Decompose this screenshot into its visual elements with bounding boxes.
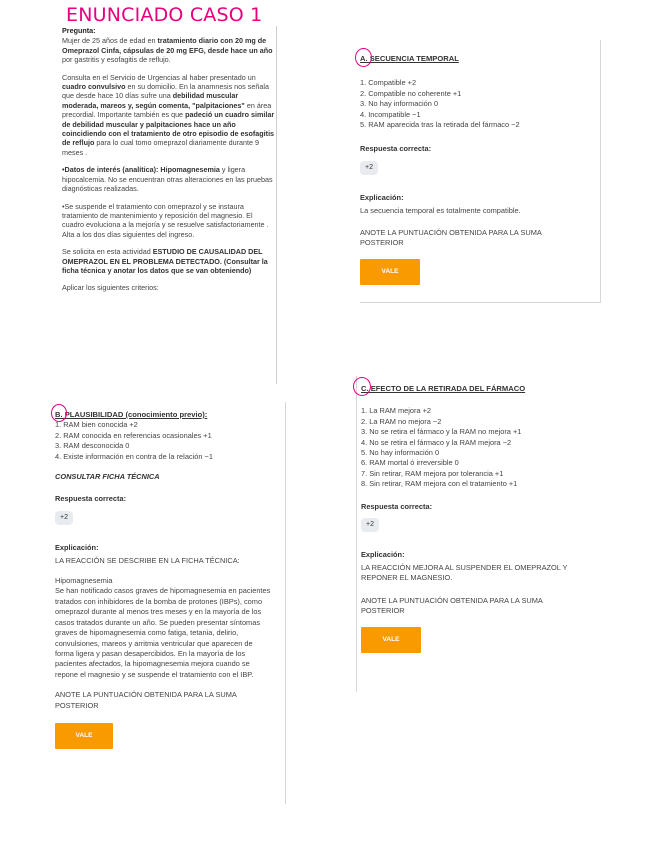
- question-paragraph-4: [62, 202, 276, 240]
- bold-text: debilidad muscular moderada, mareos y, según comenta, "palpitaciones": [62, 91, 245, 110]
- card-c-explanation-label: Explicación:: [361, 550, 405, 560]
- bold-text: •Datos de interés (analítica):: [62, 165, 161, 175]
- card-b-letter: B: [55, 410, 61, 419]
- text: •Se suspende el tratamiento con omeprazol y se instaura tratamiento de mantenimiento y reposición del magnesio. El cuadro evoluciona a la mejoría y se resuelve satisfactoriamente . Alta a los dos días siguientes del ingreso.: [62, 201, 269, 239]
- card-b-explanation-body: Se han notificado casos graves de hipomagnesemia en pacientes tratados con inhibidores de la bomba de protones (IBPs), como omeprazol durante al menos tres meses y en la mayoría de los casos tratados durante un año. Se pueden presentar síntomas graves de hipomagnesemia como fatiga, tetania, delirio, convulsiones, mareos y arritmia ventricular que aparecen de forma ligera y pasan desapercibidos. En la mayoría de los pacientes afectados, la hipomagnesemia mejora cuando se repone el magnesio y se suspende el tratamiento con el IBP.: [55, 586, 271, 679]
- card-a-answer-badge: +2: [360, 161, 378, 175]
- document-title: ENUNCIADO CASO 1: [66, 4, 263, 26]
- text: Mujer de 25 años de edad en: [62, 36, 158, 46]
- hand-drawn-circle: [353, 377, 371, 396]
- card-b-explanation: LA REACCIÓN SE DESCRIBE EN LA FICHA TÉCNICA:: [55, 555, 240, 565]
- question-paragraph-2: [62, 73, 276, 158]
- text: en su domicilio. En la anamnesis nos señala que desde hace 10 días sufre una: [62, 82, 269, 101]
- question-paragraph-6: Aplicar los siguientes criterios:: [62, 283, 159, 293]
- card-b-note: ANOTE LA PUNTUACIÓN OBTENIDA PARA LA SUMA POSTERIOR: [55, 690, 237, 710]
- list-item: 3. No hay información 0: [360, 99, 439, 109]
- text: por gastritis y esofagitis de reflujo.: [62, 55, 171, 65]
- list-item: 1. La RAM mejora +2: [361, 406, 432, 416]
- card-b-title: . PLAUSIBILIDAD (conocimiento previo):: [60, 410, 208, 419]
- list-item: 1. RAM bien conocida +2: [55, 420, 138, 430]
- question-heading: Pregunta:: [62, 26, 96, 35]
- list-item: 4. Existe información en contra de la relación −1: [55, 451, 213, 461]
- card-a-answer-label: Respuesta correcta:: [360, 144, 432, 154]
- text: y ligera hipocalcemia. No se encuentran otras alteraciones en las pruebas diagnósticas realizadas.: [62, 165, 273, 194]
- hand-drawn-circle: [51, 404, 67, 422]
- card-b-answer-label: Respuesta correcta:: [55, 494, 127, 504]
- list-item: 3. RAM desconocida 0: [55, 441, 130, 451]
- card-plausibilidad: [55, 402, 286, 804]
- card-b-vale-button[interactable]: VALE: [55, 723, 113, 749]
- card-b-answer-badge: +2: [55, 511, 73, 525]
- card-c-criteria-list: [361, 406, 603, 489]
- list-item: 2. Compatible no coherente +1: [360, 88, 462, 98]
- text: Consulta en el Servicio de Urgencias al haber presentado un: [62, 72, 256, 82]
- bold-text: ESTUDIO DE CAUSALIDAD DEL OMEPRAZOL EN EL PROBLEMA DETECTADO. (Consultar la ficha técnica y anotar los datos que se van obteniendo): [62, 247, 268, 275]
- card-b-explanation-label: Explicación:: [55, 543, 99, 553]
- card-b-explanation-title: Hipomagnesemia: [55, 576, 113, 586]
- list-item: 2. RAM conocida en referencias ocasionales +1: [55, 430, 212, 440]
- card-a-heading: [360, 54, 600, 64]
- card-b-heading: [55, 410, 285, 420]
- card-a-title: . SECUENCIA TEMPORAL: [365, 54, 459, 63]
- bold-text: tratamiento diario con 20 mg de Omeprazol Cinfa, cápsulas de 20 mg EFG, desde hace un año: [62, 36, 273, 55]
- list-item: 4. No se retira el fármaco y la RAM mejora −2: [361, 437, 512, 447]
- list-item: 7. Sin retirar, RAM mejora por tolerancia +1: [361, 468, 504, 478]
- bold-text: cuadro convulsivo: [62, 82, 126, 92]
- question-paragraph-1: [62, 36, 276, 64]
- card-secuencia-temporal: [360, 40, 601, 303]
- card-c-answer-label: Respuesta correcta:: [361, 501, 433, 511]
- text: para lo cual tomo omeprazol diariamente durante 9 meses .: [62, 138, 259, 157]
- card-efecto-retirada: [356, 376, 603, 692]
- text: Se solicita en esta actividad: [62, 247, 153, 257]
- card-b-consult-label: CONSULTAR FICHA TÉCNICA: [55, 472, 160, 482]
- list-item: 6. RAM mortal ó irreversible 0: [361, 458, 459, 468]
- list-item: 2. La RAM no mejora −2: [361, 416, 442, 426]
- card-c-heading: [361, 384, 603, 394]
- card-b-criteria-list: [55, 420, 285, 462]
- bold-text: padeció un cuadro similar de debilidad muscular y palpitaciones hace un año coincidiendo con el tratamiento de otro episodio de esofagitis de reflujo: [62, 110, 275, 148]
- question-paragraph-5: [62, 247, 276, 275]
- card-c-vale-button[interactable]: VALE: [361, 627, 421, 653]
- list-item: 8. Sin retirar, RAM mejora con el tratamiento +1: [361, 479, 518, 489]
- question-panel: [62, 26, 277, 384]
- list-item: 1. Compatible +2: [360, 78, 417, 88]
- text: en área precordial. Importante también es que: [62, 100, 272, 120]
- card-c-explanation: LA REACCIÓN MEJORA AL SUSPENDER EL OMEPRAZOL Y REPONER EL MAGNESIO.: [361, 562, 568, 583]
- card-c-title: . EFECTO DE LA RETIRADA DEL FÁRMACO: [366, 384, 526, 393]
- list-item: 3. No se retira el fármaco y la RAM no mejora +1: [361, 427, 522, 437]
- list-item: 5. RAM aparecida tras la retirada del fármaco −2: [360, 120, 520, 130]
- card-c-answer-badge: +2: [361, 518, 379, 532]
- card-a-criteria-list: [360, 78, 600, 130]
- hand-drawn-circle: [355, 48, 372, 67]
- card-a-note: ANOTE LA PUNTUACIÓN OBTENIDA PARA LA SUMA POSTERIOR: [360, 228, 542, 248]
- card-a-vale-button[interactable]: VALE: [360, 259, 420, 285]
- card-a-explanation-label: Explicación:: [360, 193, 404, 203]
- card-c-note: ANOTE LA PUNTUACIÓN OBTENIDA PARA LA SUMA POSTERIOR: [361, 595, 543, 616]
- card-c-letter: C: [361, 384, 367, 393]
- card-a-letter: A: [360, 54, 366, 63]
- bold-text: Hipomagnesemia: [160, 165, 220, 175]
- list-item: 5. No hay información 0: [361, 448, 440, 458]
- list-item: 4. Incompatible −1: [360, 109, 421, 119]
- card-a-explanation: La secuencia temporal es totalmente compatible.: [360, 205, 521, 215]
- question-paragraph-3: [62, 165, 276, 193]
